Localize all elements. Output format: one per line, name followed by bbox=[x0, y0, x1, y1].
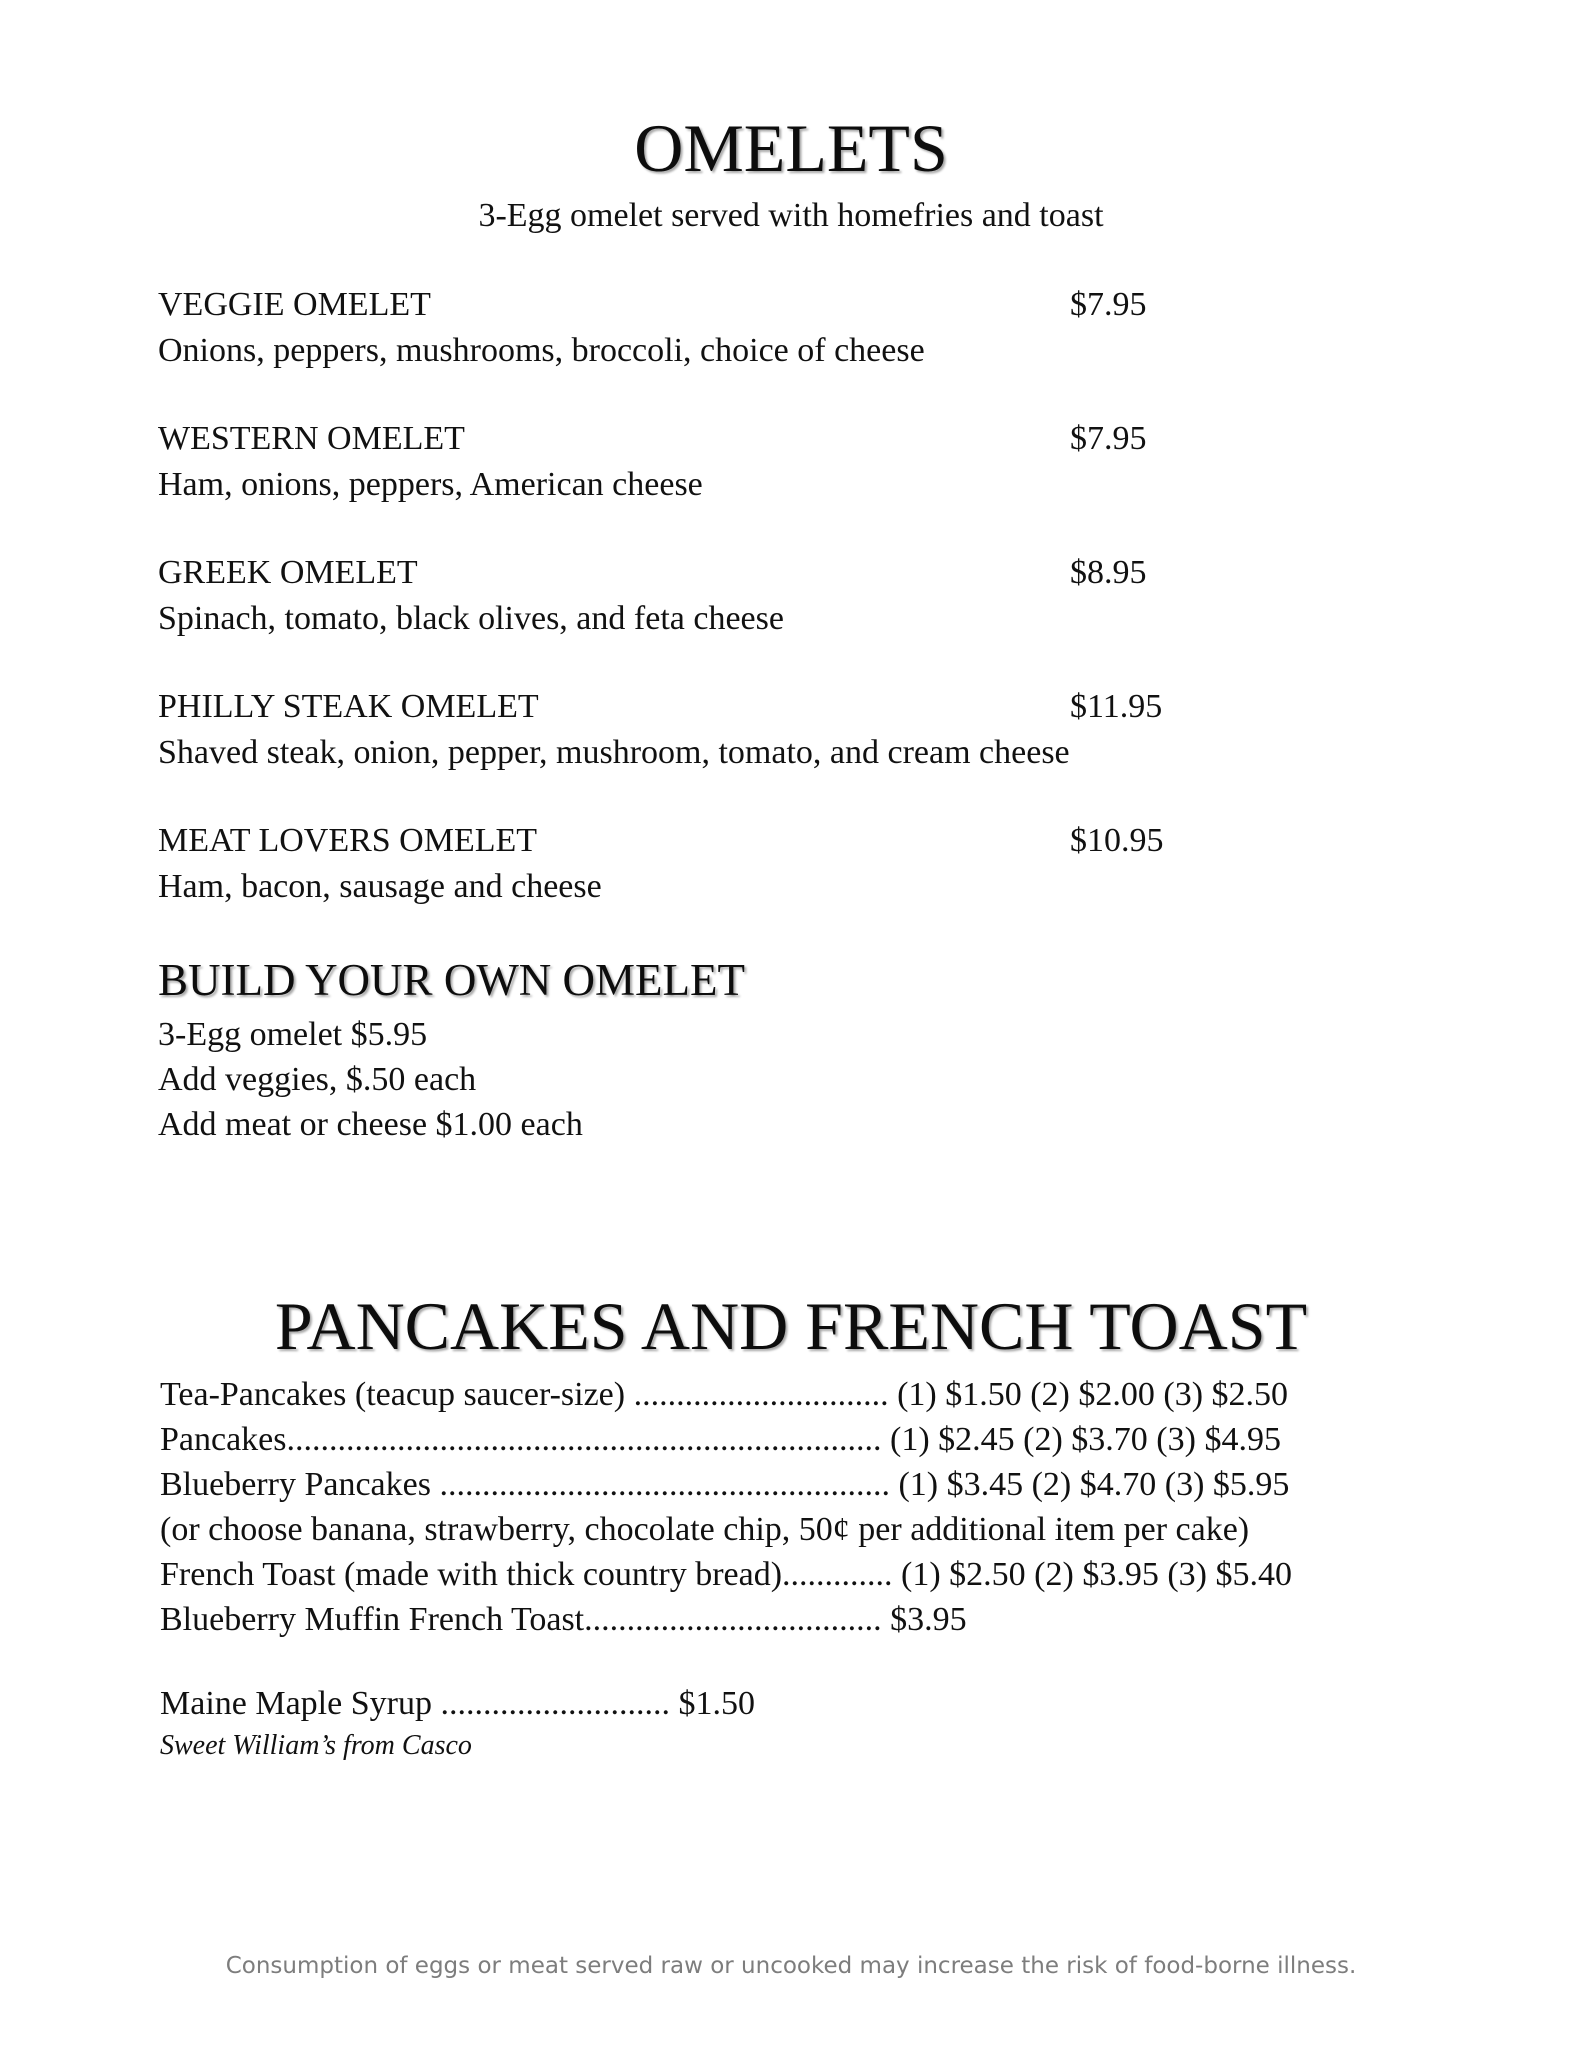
build-your-own-list bbox=[158, 1012, 583, 1147]
item-name: VEGGIE OMELET bbox=[158, 286, 431, 323]
omelets-subtitle: 3-Egg omelet served with homefries and toast bbox=[478, 197, 1104, 234]
menu-item-meat-lovers-omelet bbox=[158, 818, 1178, 910]
build-your-own-line: Add veggies, $.50 each bbox=[158, 1061, 477, 1098]
item-price: $11.95 bbox=[1070, 688, 1163, 725]
menu-item-greek-omelet bbox=[158, 550, 1178, 642]
menu-item-philly-steak-omelet bbox=[158, 684, 1178, 776]
item-description: Spinach, tomato, black olives, and feta cheese bbox=[158, 600, 784, 637]
item-name: PHILLY STEAK OMELET bbox=[158, 688, 539, 725]
omelets-title: OMELETS bbox=[634, 110, 948, 186]
item-description: Ham, onions, peppers, American cheese bbox=[158, 466, 703, 503]
maple-syrup-line: Maine Maple Syrup ........................... $1.50 bbox=[160, 1685, 755, 1722]
item-description: Shaved steak, onion, pepper, mushroom, tomato, and cream cheese bbox=[158, 734, 1070, 771]
build-your-own-line: Add meat or cheese $1.00 each bbox=[158, 1106, 583, 1143]
item-price: $7.95 bbox=[1070, 286, 1147, 323]
pancakes-title: PANCAKES AND FRENCH TOAST bbox=[274, 1288, 1308, 1364]
pancakes-list bbox=[160, 1372, 1292, 1642]
pancakes-line: French Toast (made with thick country bread)............. (1) $2.50 (2) $3.95 (3) $5.40 bbox=[160, 1556, 1292, 1593]
build-your-own-title: BUILD YOUR OWN OMELET bbox=[158, 955, 745, 1005]
item-price: $10.95 bbox=[1070, 822, 1164, 859]
health-disclaimer: Consumption of eggs or meat served raw or uncooked may increase the risk of food-borne illness. bbox=[225, 1953, 1357, 1979]
maple-syrup-note: Sweet William’s from Casco bbox=[160, 1730, 472, 1761]
item-description: Onions, peppers, mushrooms, broccoli, choice of cheese bbox=[158, 332, 925, 369]
pancakes-line: Blueberry Pancakes ..................................................... (1) $3.45 (2) $4.70 (3) $5.95 bbox=[160, 1466, 1290, 1503]
item-name: GREEK OMELET bbox=[158, 554, 418, 591]
item-name: WESTERN OMELET bbox=[158, 420, 465, 457]
item-name: MEAT LOVERS OMELET bbox=[158, 822, 538, 859]
menu-item-veggie-omelet bbox=[158, 282, 1178, 374]
pancakes-line: Tea-Pancakes (teacup saucer-size) .............................. (1) $1.50 (2) $2.00 (3) $2.50 bbox=[160, 1376, 1289, 1413]
pancakes-line: Pancakes...................................................................... (1) $2.45 (2) $3.70 (3) $4.95 bbox=[160, 1421, 1281, 1458]
item-price: $7.95 bbox=[1070, 420, 1147, 457]
item-price: $8.95 bbox=[1070, 554, 1147, 591]
build-your-own-line: 3-Egg omelet $5.95 bbox=[158, 1016, 428, 1053]
pancakes-note: (or choose banana, strawberry, chocolate chip, 50¢ per additional item per cake) bbox=[160, 1511, 1250, 1548]
item-description: Ham, bacon, sausage and cheese bbox=[158, 868, 602, 905]
pancakes-line: Blueberry Muffin French Toast................................... $3.95 bbox=[160, 1601, 967, 1638]
menu-item-western-omelet bbox=[158, 416, 1178, 508]
